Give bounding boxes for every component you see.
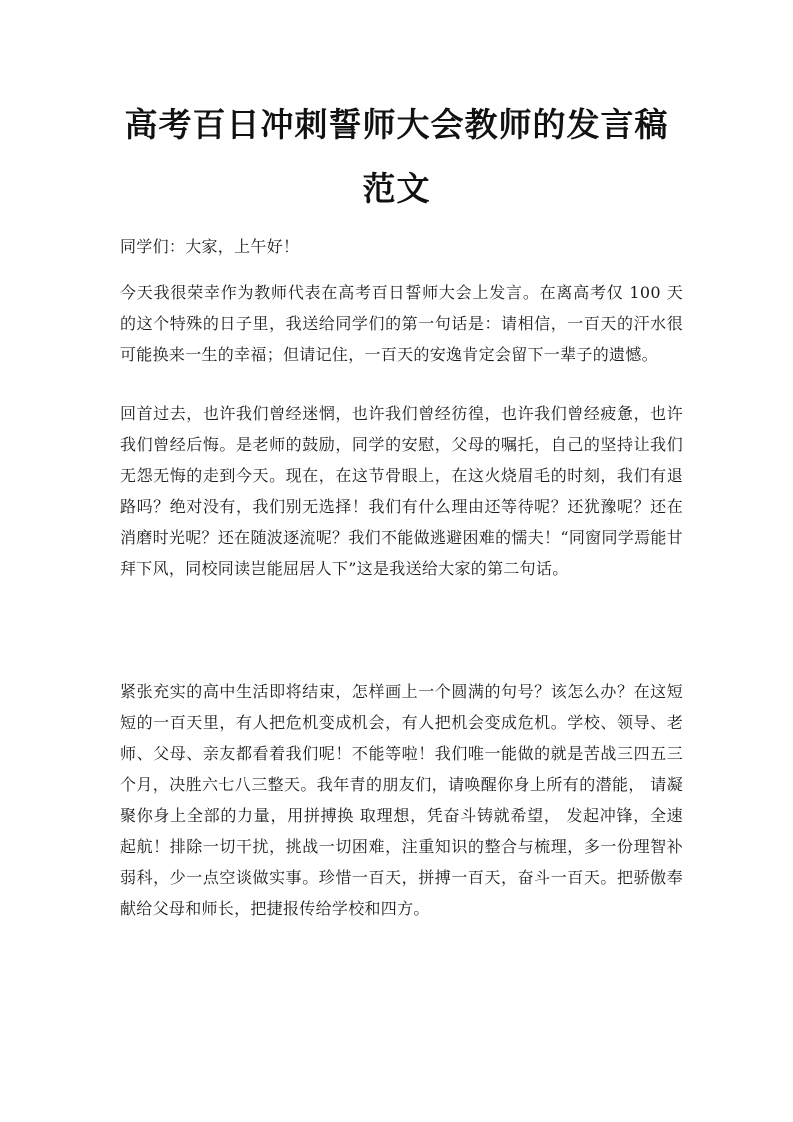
greeting-paragraph: 同学们：大家，上午好！ (120, 237, 300, 256)
body-paragraph-3: 紧张充实的高中生活即将结束，怎样画上一个圆满的句号？该怎么办？在这短短的一百天里，有人把危机变成机会，有人把机会变成危机。学校、领导、老师、父母、亲友都看着我们呢！不能等啦！我们唯一能做的就是苦战三四五三个月，决胜六七八三整天。我年青的朋友们，请唤醒你身上所有的潜能， 请凝聚你身上全部的力量，用拼搏换 取理想，凭奋斗铸就希望， 发起冲锋，全速起航！排除一切干扰，挑战一切困难，注重知识的整合与梳理，多一份理智补弱科，少一点空谈做实事。珍惜一百天，拼搏一百天，奋斗一百天。把骄傲奉献给父母和师长，把捷报传给学校和四方。 (120, 682, 683, 918)
document-title: 高考百日冲刺誓师大会教师的发言稿范文 (124, 105, 669, 208)
body-paragraph-2: 回首过去，也许我们曾经迷惘，也许我们曾经彷徨，也许我们曾经疲惫，也许我们曾经后悔。是老师的鼓励，同学的安慰，父母的嘱托，自己的坚持让我们无怨无悔的走到今天。现在，在这节骨眼上，在这火烧眉毛的时刻，我们有退路吗？绝对没有，我们别无选择！我们有什么理由还等待呢？还犹豫呢？还在消磨时光呢？还在随波逐流呢？我们不能做逃避困难的懦夫！“同窗同学焉能甘拜下风，同校同读岂能屈居人下”这是我送给大家的第二句话。 (120, 404, 683, 578)
body-paragraph-1: 今天我很荣幸作为教师代表在高考百日誓师大会上发言。在离高考仅 100 天的这个特殊的日子里，我送给同学们的第一句话是：请相信，一百天的汗水很可能换来一生的幸福；但请记住，一百天的安逸肯定会留下一辈子的遗憾。 (120, 283, 683, 364)
